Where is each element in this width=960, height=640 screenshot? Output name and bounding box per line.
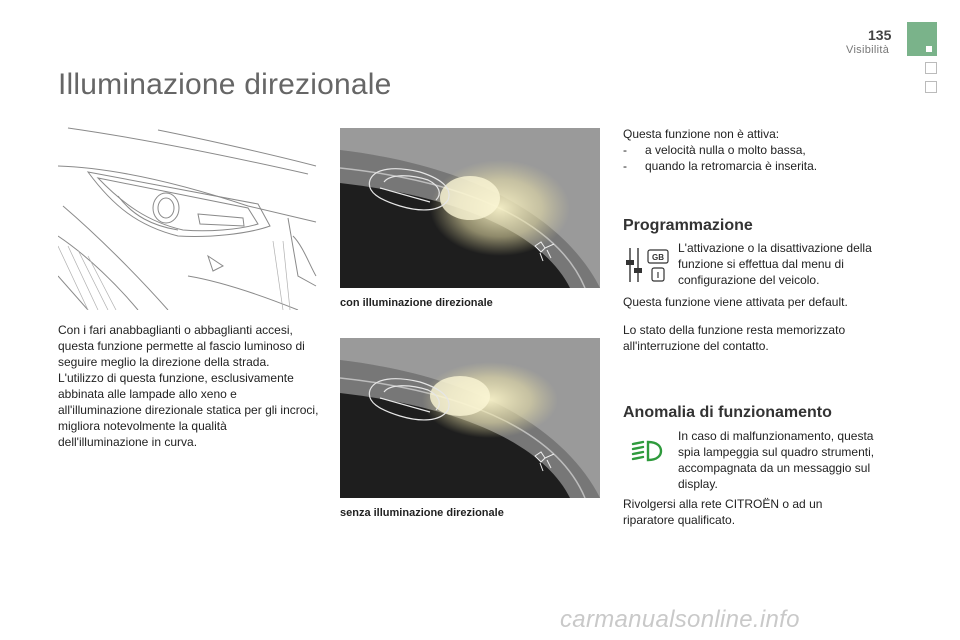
road-figure-with-directional [340,128,600,288]
menu-config-icon [624,246,670,284]
section-tab [925,62,937,74]
headlamp-drawing [58,126,318,310]
figure-caption-with: con illuminazione direzionale [340,297,493,309]
road-curve-with-beam [340,128,600,288]
inactive-list [623,142,893,174]
default-text: Questa funzione viene attivata per default. [623,295,848,309]
programming-heading: Programmazione [623,217,753,234]
warning-lamp-icon [630,438,664,464]
malfunction-heading: Anomalia di funzionamento [623,404,832,421]
section-tab [925,81,937,93]
directional-light-warning-icon [630,438,664,464]
list-item: - a velocità nulla o molto bassa, [623,143,806,157]
programming-text: L'attivazione o la disattivazione della funzione si effettua dal menu di configurazione del veicolo. [678,241,872,287]
page-number: 135 [868,27,892,43]
contact-text: Rivolgersi alla rete CITROËN o ad un riparatore qualificato. [623,497,823,527]
slider-settings-icon [624,246,670,284]
section-tab-active [907,22,937,56]
figure-caption-without: senza illuminazione direzionale [340,507,504,519]
headlamp-illustration [58,126,318,310]
section-label: Visibilità [846,44,890,56]
malfunction-text: In caso di malfunzionamento, questa spia lampeggia sul quadro strumenti, accompagnata da un messaggio sul display. [678,429,875,491]
list-item: - quando la retromarcia è inserita. [623,159,818,173]
page-title: Illuminazione direzionale [58,68,392,101]
memory-text: Lo stato della funzione resta memorizzato all'interruzione del contatto. [623,323,846,353]
inactive-lead: Questa funzione non è attiva: [623,127,780,141]
icon-label-gb: GB [652,253,664,262]
icon-label-i: I [656,271,660,280]
inactive-conditions [623,126,893,174]
road-figure-without-directional [340,338,600,498]
road-curve-straight-beam [340,338,600,498]
intro-paragraph: Con i fari anabbaglianti o abbaglianti accesi, questa funzione permette al fascio luminoso di seguire meglio la direzione della strada. L'utilizzo di questa funzione, esclusivamente abbinata alle lampade allo xeno e all'illuminazione direzionale statica per gli incroci, migliora notevolmente la qualità dell'illuminazione in curva. [58,323,319,449]
watermark: carmanualsonline.info [560,606,800,633]
